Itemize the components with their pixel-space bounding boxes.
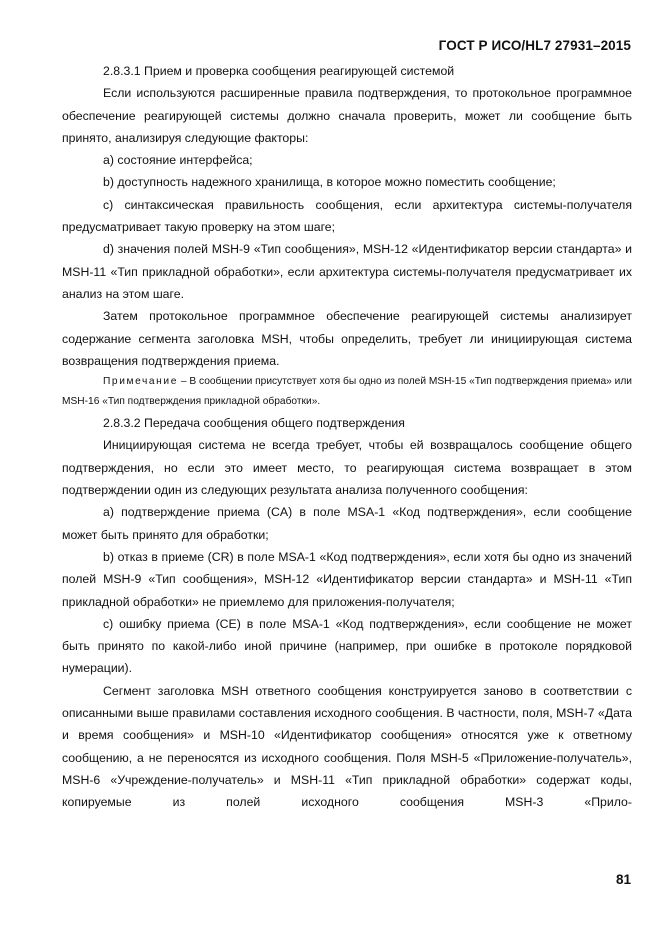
paragraph-closing-2: Сегмент заголовка MSH ответного сообщения конструируется заново в соответствии с описанными выше правилами составления исходного сообщения. В частности, поля, MSH-7 «Дата и время сообщения» и MSH-10 «Идентификатор сообщения» относятся уже к ответному сообщению, а не переносятся из исходного сообщения. Поля MSH-5 «Приложение-получатель», MSH-6 «Учреждение-получатель» и MSH-11 «Тип прикладной обработки» содержат коды, копируемые из полей исходного сообщения MSH-3 «Прило- [62, 683, 632, 810]
list-item-a-2: a) подтверждение приема (CA) в поле MSA-1 «Код подтверждения», если сообщение может быть принято для обработки; [62, 505, 632, 542]
list-item-d-1: d) значения полей MSH-9 «Тип сообщения», MSH-12 «Идентификатор версии стандарта» и MSH-11 «Тип прикладной обработки», если архитектура системы-получателя предусматривает их анализ на этом шаге. [62, 242, 632, 301]
section-heading-2-8-3-2: 2.8.3.2 Передача сообщения общего подтверждения [103, 416, 405, 431]
page-body [62, 60, 632, 814]
list-item-b-2: b) отказ в приеме (CR) в поле MSA-1 «Код подтверждения», если хотя бы одно из значений полей MSH-9 «Тип сообщения», MSH-12 «Идентификатор версии стандарта» и MSH-11 «Тип прикладной обработки» не приемлемо для приложения-получателя; [62, 549, 632, 609]
page-number: 81 [615, 872, 631, 887]
list-item-a-1: a) состояние интерфейса; [103, 153, 253, 168]
document-header: ГОСТ Р ИСО/HL7 27931–2015 [438, 38, 631, 53]
note [62, 372, 632, 412]
list-item-b-1: b) доступность надежного хранилища, в которое можно поместить сообщение; [103, 175, 556, 190]
note-text: – В сообщении присутствует хотя бы одно из полей MSH-15 «Тип подтверждения приема» или MSH-16 «Тип подтверждения прикладной обработки». [62, 376, 632, 408]
list-item-c-1: c) синтаксическая правильность сообщения, если архитектура системы-получателя предусматривает такую проверку на этом шаге; [62, 197, 632, 235]
paragraph-conclusion-1: Затем протокольное программное обеспечение реагирующей системы анализирует содержание сегмента заголовка MSH, чтобы определить, требует ли инициирующая система возвращения подтверждения приема. [62, 309, 632, 368]
paragraph-intro-2: Инициирующая система не всегда требует, чтобы ей возвращалось сообщение общего подтверждения, но если это имеет место, то реагирующая система возвращает в этом подтверждении один из следующих результата анализа полученного сообщения: [62, 438, 632, 498]
section-heading-2-8-3-1: 2.8.3.1 Прием и проверка сообщения реагирующей системой [103, 64, 455, 78]
paragraph-intro-1: Если используются расширенные правила подтверждения, то протокольное программное обеспечение реагирующей системы должно сначала проверить, может ли сообщение быть принято, анализируя следующие факторы: [62, 86, 632, 145]
note-label: Примечание [103, 376, 178, 388]
list-item-c-2: c) ошибку приема (CE) в поле MSA-1 «Код подтверждения», если сообщение не может быть принято по какой-либо иной причине (например, при ошибке в протоколе порядковой нумерации). [62, 616, 632, 676]
